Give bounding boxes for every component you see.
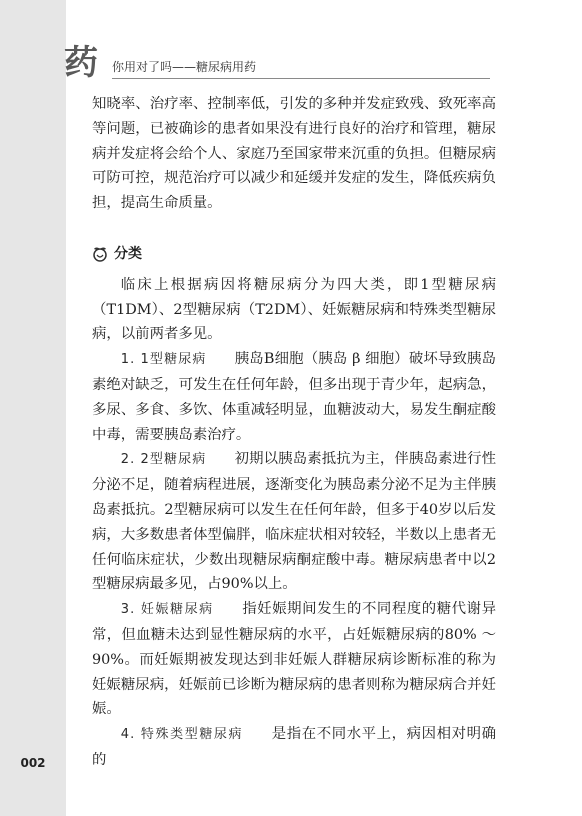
page-margin-strip [0,0,66,816]
running-header-title: 你用对了吗 [112,60,173,74]
leaf-icon [92,246,108,262]
list-item [92,347,496,447]
item-text: 胰岛B细胞（胰岛 β 细胞）破坏导致胰岛素绝对缺乏，可发生在任何年龄，但多出现于青少年，起病急，多尿、多食、多饮、体重减轻明显，血糖波动大，易发生酮症酸中毒，需要胰岛素治疗。 [92,351,496,443]
list-item [92,597,496,722]
intro-paragraph: 知晓率、治疗率、控制率低，引发的多种并发症致残、致死率高等问题，已被确诊的患者如果没有进行良好的治疗和管理，糖尿病并发症将会给个人、家庭乃至国家带来沉重的负担。但糖尿病可防可控，规范治疗可以减少和延缓并发症的发生，降低疾病负担，提高生命质量。 [92,96,496,212]
section-title: 分类 [114,245,142,262]
page-number: 002 [20,756,46,770]
item-term: 4. 特殊类型糖尿病 [120,727,244,743]
running-header-dash: —— [172,60,197,74]
page-body [92,92,496,773]
running-header-subtitle: 糖尿病用药 [196,60,257,74]
item-term: 2. 2型糖尿病 [120,452,207,468]
running-header [112,58,256,75]
section-lead: 临床上根据病因将糖尿病分为四大类，即1型糖尿病（T1DM）、2型糖尿病（T2DM）、妊娠糖尿病和特殊类型糖尿病，以前两者多见。 [92,276,496,343]
list-item [92,447,496,597]
book-logo-glyph: 药 [64,43,98,83]
item-text: 指妊娠期间发生的不同程度的糖代谢异常，但血糖未达到显性糖尿病的水平，占妊娠糖尿病的80% ～ 90%。而妊娠期被发现达到非妊娠人群糖尿病诊断标准的称为妊娠糖尿病，妊娠前已诊断为糖尿病的患者则称为糖尿病合并妊娠。 [92,601,496,718]
list-item [92,722,496,773]
section-heading [92,242,496,267]
item-term: 1. 1型糖尿病 [120,352,207,368]
item-term: 3. 妊娠糖尿病 [120,602,214,618]
header-divider [112,78,490,79]
item-text: 是指在不同水平上，病因相对明确的 [92,726,496,768]
item-text: 初期以胰岛素抵抗为主，伴胰岛素进行性分泌不足，随着病程进展，逐渐变化为胰岛素分泌不足为主伴胰岛素抵抗。2型糖尿病可以发生在任何年龄，但多于40岁以后发病，大多数患者体型偏胖，临床症状相对较轻，半数以上患者无任何临床症状，少数出现糖尿病酮症酸中毒。糖尿病患者中以2型糖尿病最多见，占90%以上。 [92,451,496,593]
